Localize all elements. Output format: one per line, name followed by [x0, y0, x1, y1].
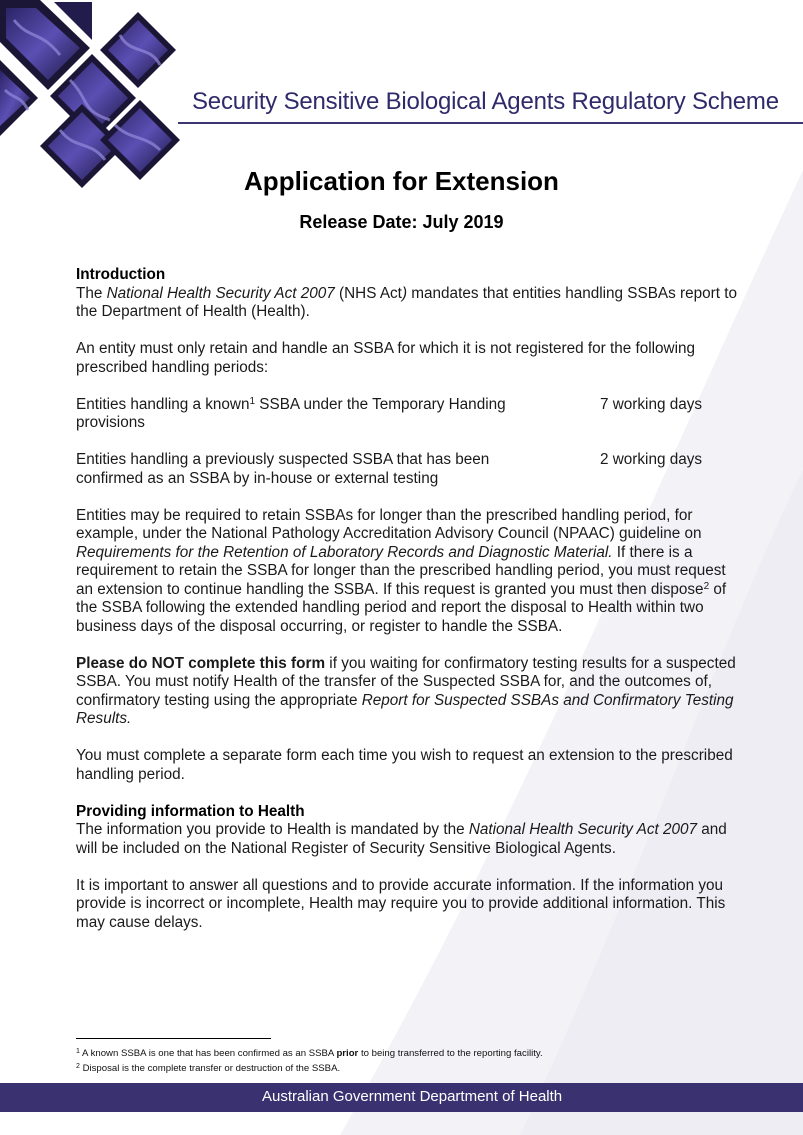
providing-info-paragraph-1	[76, 821, 741, 858]
text-run: Disposal is the complete transfer or destruction of the SSBA.	[79, 1062, 341, 1074]
header-rule	[178, 122, 803, 124]
footnote-number: 1	[76, 1048, 80, 1055]
warning-text: Please do NOT complete this form	[76, 654, 326, 672]
footnotes	[76, 1047, 756, 1076]
introduction-paragraph-2: An entity must only retain and handle an SSBA for which it is not registered for the following prescribed handling periods:	[76, 340, 696, 376]
handling-period-row	[76, 396, 741, 433]
text-run: The information you provide to Health is mandated by the	[76, 821, 469, 838]
introduction-paragraph-4	[76, 655, 741, 729]
introduction-paragraph-5: You must complete a separate form each time you wish to request an extension to the prescribed handling period.	[76, 747, 733, 783]
footnote-number: 2	[76, 1062, 80, 1070]
footnote	[76, 1062, 756, 1077]
footnote	[76, 1047, 756, 1062]
main-content	[76, 266, 741, 951]
providing-info-heading: Providing information to Health	[76, 802, 305, 820]
introduction-paragraph-1	[76, 285, 741, 322]
footnote-rule	[76, 1038, 271, 1039]
footnote-ref: 1	[249, 395, 256, 407]
handling-period-description	[76, 396, 546, 433]
text-run: prior	[336, 1048, 359, 1059]
text-run: mandates that entities handling SSBAs report to the Department of Health (Health).	[76, 284, 737, 320]
text-run: if you waiting for confirmatory testing results for a suspected SSBA. You must notify Health of the transfer of the Suspected SSBA for, and the outcomes of, confirmatory testing using the appropriate	[76, 654, 736, 709]
handling-period-days: 2 working days	[600, 451, 703, 468]
guideline-name: Requirements for the Retention of Laboratory Records and Diagnostic Material.	[76, 543, 613, 561]
text-run: SSBA under the Temporary Handing provisions	[76, 395, 506, 431]
footer-text: Australian Government Department of Health	[262, 1088, 563, 1105]
providing-info-paragraph-2: It is important to answer all questions and to provide accurate information. If the information you provide is incorrect or incomplete, Health may require you to provide additional information. This may cause delays.	[76, 876, 726, 931]
release-date: Release Date: July 2019	[299, 212, 504, 232]
act-name: National Health Security Act 2007	[106, 284, 335, 302]
text-run: The	[76, 284, 107, 302]
handling-period-description	[76, 451, 546, 488]
text-run: Entities handling a previously suspected SSBA that has been confirmed as an SSBA by in-house or external testing	[76, 451, 490, 487]
text-run: A known SSBA is one that has been confirmed as an SSBA	[79, 1048, 337, 1059]
text-run: )	[401, 284, 408, 302]
document-title: Application for Extension	[244, 166, 559, 196]
act-name: National Health Security Act 2007	[468, 821, 698, 838]
text-run: of the SSBA following the extended handling period and report the disposal to Health within two business days of the disposal occurring, or register to handle the SSBA.	[76, 580, 727, 635]
report-name: Report for Suspected SSBAs and Confirmatory Testing Results.	[76, 691, 734, 727]
text-run: Entities handling a known	[76, 395, 250, 413]
text-run: to being transferred to the reporting facility.	[358, 1048, 543, 1059]
text-run: (NHS Act	[334, 284, 402, 302]
introduction-paragraph-3	[76, 507, 741, 637]
footnote-ref: 2	[703, 580, 710, 592]
scheme-title: Security Sensitive Biological Agents Regulatory Scheme	[192, 88, 779, 115]
text-run: and will be included on the National Register of Security Sensitive Biological Agents.	[76, 821, 727, 857]
footer-bar	[0, 1083, 803, 1112]
introduction-heading: Introduction	[76, 266, 166, 283]
text-run: If there is a requirement to retain the SSBA for longer than the prescribed handling period, you must request an extension to continue handling the SSBA. If this request is granted you must then dispose	[76, 543, 726, 598]
text-run: Entities may be required to retain SSBAs for longer than the prescribed handling period, for example, under the National Pathology Accreditation Advisory Council (NPAAC) guideline on	[76, 506, 702, 542]
handling-period-days: 7 working days	[600, 395, 703, 413]
handling-period-row	[76, 451, 741, 488]
